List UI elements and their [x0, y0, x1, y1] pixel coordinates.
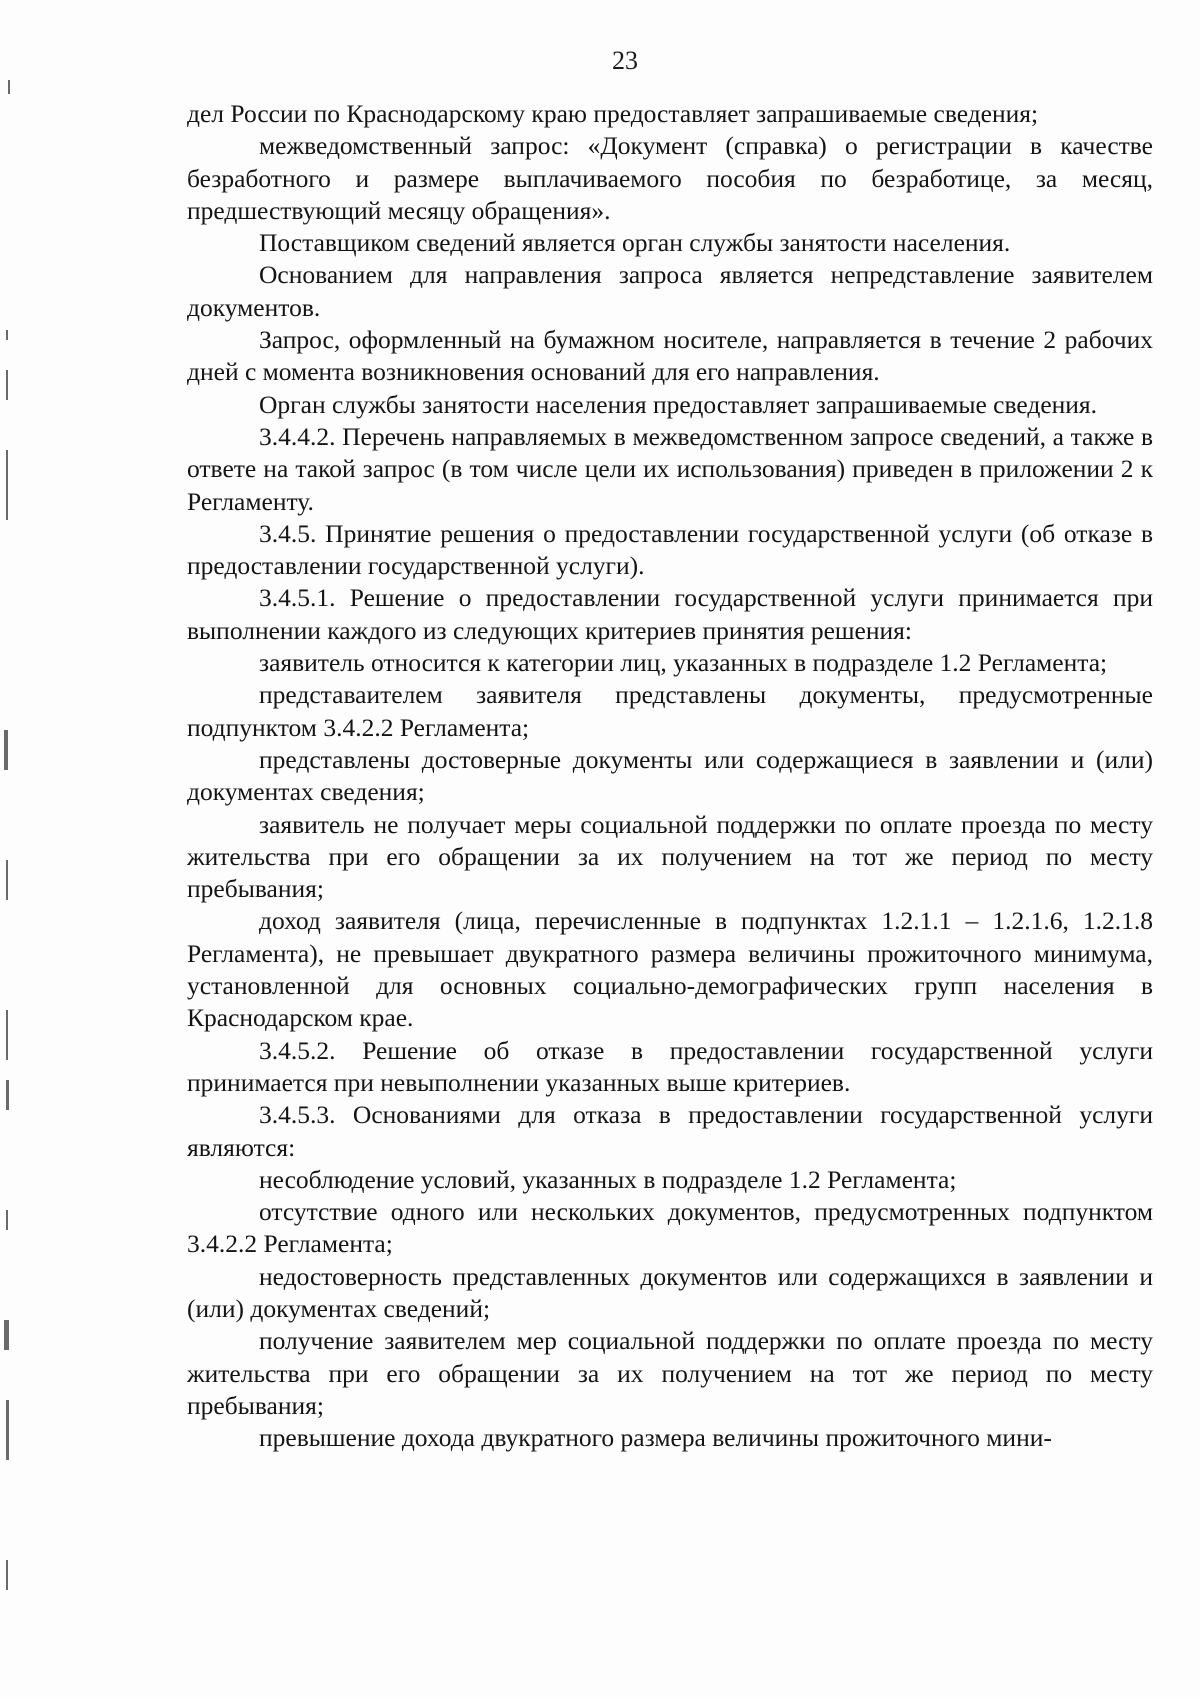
paragraph: несоблюдение условий, указанных в подразделе 1.2 Регламента; [259, 1164, 957, 1194]
page-number: 23 [612, 46, 638, 75]
paragraph: Поставщиком сведений является орган службы занятости населения. [259, 228, 1011, 258]
paragraph: представаителем заявителя представлены документы, предусмотренные подпунктом 3.4.2.2 Регламента; [187, 680, 1153, 742]
paragraph: межведомственный запрос: «Документ (справка) о регистрации в качестве безработного и размере выплачиваемого пособия по безработице, за месяц, предшествующий месяцу обращения». [187, 131, 1153, 225]
document-body [187, 98, 1153, 1454]
paragraph: заявитель не получает меры социальной поддержки по оплате проезда по месту жительства при его обращении за их получением на тот же период по месту пребывания; [187, 809, 1153, 904]
paragraph: Запрос, оформленный на бумажном носителе, направляется в течение 2 рабочих дней с момента возникновения оснований для его направления. [187, 325, 1153, 387]
paragraph: 3.4.5.1. Решение о предоставлении государственной услуги принимается при выполнении каждого из следующих критериев принятия решения: [187, 583, 1153, 645]
paragraph: недостоверность представленных документов или содержащихся в заявлении и (или) документах сведений; [187, 1261, 1153, 1323]
paragraph: представлены достоверные документы или содержащиеся в заявлении и (или) документах сведения; [187, 744, 1153, 807]
paragraph: получение заявителем мер социальной поддержки по оплате проезда по месту жительства при его обращении за их получением на тот же период по месту пребывания; [187, 1326, 1153, 1420]
paragraph: Орган службы занятости населения предоставляет запрашиваемые сведения. [259, 389, 1098, 419]
paragraph: превышение дохода двукратного размера величины прожиточного мини- [259, 1423, 1052, 1453]
scan-margin-artifacts [0, 0, 40, 1697]
paragraph: заявитель относится к категории лиц, указанных в подразделе 1.2 Регламента; [259, 648, 1108, 678]
paragraph: Основанием для направления запроса является непредставление заявителем документов. [187, 260, 1153, 322]
paragraph: 3.4.5.2. Решение об отказе в предоставлении государственной услуги принимается при невыполнении указанных выше критериев. [187, 1035, 1153, 1097]
paragraph: 3.4.4.2. Перечень направляемых в межведомственном запросе сведений, а также в ответе на такой запрос (в том числе цели их использования) приведен в приложении 2 к Регламенту. [187, 421, 1153, 516]
paragraph: 3.4.5.3. Основаниями для отказа в предоставлении государственной услуги являются: [187, 1100, 1153, 1162]
paragraph: 3.4.5. Принятие решения о предоставлении государственной услуги (об отказе в предоставлении государственной услуги). [187, 518, 1153, 581]
paragraph: дел России по Краснодарскому краю предоставляет запрашиваемые сведения; [187, 99, 1039, 128]
paragraph: отсутствие одного или нескольких документов, предусмотренных подпунктом 3.4.2.2 Регламента; [187, 1197, 1153, 1259]
paragraph: доход заявителя (лица, перечисленные в подпунктах 1.2.1.1 – 1.2.1.6, 1.2.1.8 Регламента), не превышает двукратного размера величины прожиточного минимума, установленной для основных социально-демографических групп населения в Краснодарском крае. [187, 906, 1153, 1033]
